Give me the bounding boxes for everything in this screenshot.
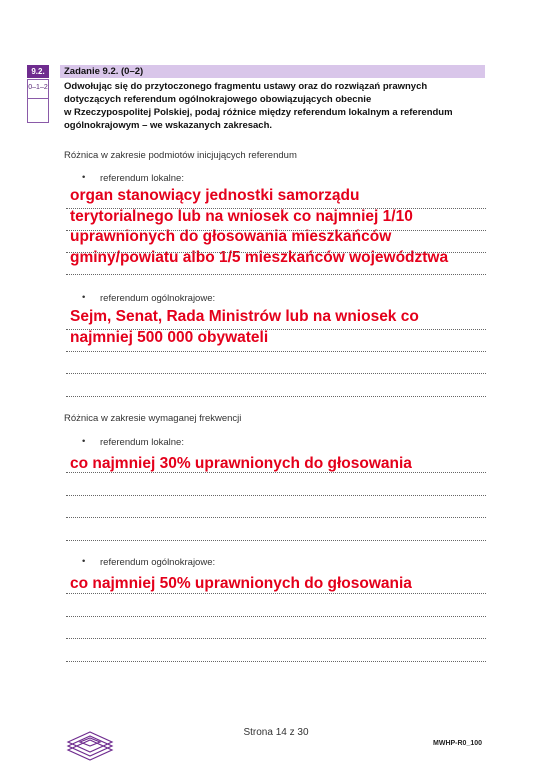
answer-line: uprawnionych do głosowania mieszkańców: [70, 228, 392, 245]
answer-line-dotted: [66, 638, 486, 639]
local-referendum-label: referendum lokalne:: [100, 437, 184, 448]
instruction-line: ogólnokrajowym – we wskazanych zakresach.: [64, 120, 273, 131]
bullet-icon: •: [82, 436, 86, 447]
answer-line: najmniej 500 000 obywateli: [70, 328, 269, 346]
score-box: [27, 79, 49, 123]
answer-turnout-local: co najmniej 30% uprawnionych do głosowania: [70, 455, 412, 472]
answer-line-dotted: [66, 661, 486, 662]
answer-line-dotted: [66, 517, 486, 518]
answer-line-dotted: [66, 540, 486, 541]
answer-line-dotted: [66, 373, 486, 374]
answer-turnout-national: co najmniej 50% uprawnionych do głosowania: [70, 575, 412, 592]
section-heading-initiators: Różnica w zakresie podmiotów inicjujących referendum: [64, 150, 297, 161]
answer-line: terytorialnego lub na wniosek co najmniej 1/10: [70, 207, 413, 225]
answer-line-dotted: [66, 616, 486, 617]
instruction-line: w Rzeczypospolitej Polskiej, podaj różnice między referendum lokalnym a referendum: [64, 107, 453, 118]
instruction-line: Odwołując się do przytoczonego fragmentu ustawy oraz do rozwiązań prawnych: [64, 81, 428, 92]
bullet-icon: •: [82, 292, 86, 303]
bullet-icon: •: [82, 172, 86, 183]
answer-line-dotted: [66, 208, 486, 209]
answer-line-dotted: [66, 472, 486, 473]
answer-line-dotted: [66, 329, 486, 330]
score-range: 0–1–2: [28, 84, 48, 91]
answer-line-dotted: [66, 252, 486, 253]
task-number-badge: 9.2.: [27, 65, 49, 78]
answer-line-dotted: [66, 230, 486, 231]
answer-line-dotted: [66, 351, 486, 352]
answer-line-dotted: [66, 396, 486, 397]
answer-initiators-local: [70, 186, 500, 268]
national-referendum-label: referendum ogólnokrajowe:: [100, 293, 216, 304]
local-referendum-label: referendum lokalne:: [100, 173, 184, 184]
task-title: Zadanie 9.2. (0–2): [64, 66, 144, 77]
bullet-icon: •: [82, 556, 86, 567]
answer-initiators-national: [70, 307, 500, 348]
section-heading-turnout: Różnica w zakresie wymaganej frekwencji: [64, 413, 242, 424]
exam-code: MWHP-R0_100: [433, 740, 483, 747]
answer-line-dotted: [66, 593, 486, 594]
task-instruction: [64, 80, 489, 132]
answer-line: Sejm, Senat, Rada Ministrów lub na wniosek co: [70, 308, 419, 325]
page-number: Strona 14 z 30: [243, 727, 309, 738]
answer-line-dotted: [66, 274, 486, 275]
answer-line: gminy/powiatu albo 1/5 mieszkańców województwa: [70, 248, 449, 266]
national-referendum-label: referendum ogólnokrajowe:: [100, 557, 216, 568]
instruction-line: dotyczących referendum ogólnokrajowego obowiązujących obecnie: [64, 94, 372, 105]
score-divider: [28, 98, 48, 99]
answer-line: organ stanowiący jednostki samorządu: [70, 187, 360, 204]
answer-line-dotted: [66, 495, 486, 496]
